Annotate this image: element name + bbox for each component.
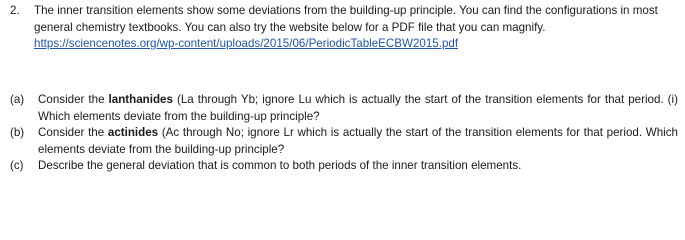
part-text (38, 92, 678, 125)
question-row (10, 3, 678, 53)
part-text-before: Consider the (38, 93, 109, 106)
part-text (38, 125, 678, 158)
part-text-after: (Ac through No; ignore Lr which is actually the start of the transition elements for that period. Which elements deviate from the building-up principle? (38, 126, 678, 156)
part-a (10, 92, 678, 125)
question-body (34, 3, 678, 53)
part-text-before: Describe the general deviation that is common to both periods of the inner transition elements. (38, 159, 522, 173)
part-c (10, 158, 678, 175)
part-term-actinides: actinides (107, 126, 159, 140)
part-text (38, 158, 678, 175)
pdf-link[interactable]: https://sciencenotes.org/wp-content/uploads/2015/06/PeriodicTableECBW2015.pdf (34, 37, 459, 51)
part-text-before: Consider the (38, 126, 108, 140)
part-term-lanthanides: lanthanides (108, 93, 173, 106)
part-label: (b) (10, 126, 25, 140)
question-number: 2. (10, 4, 20, 17)
part-text-after: (La through Yb; ignore Lu which is actually the start of the transition elements for that period. (i) Which elements deviate from the building-up principle? (38, 93, 678, 123)
question-2 (10, 3, 678, 53)
part-b (10, 125, 678, 158)
part-label: (a) (10, 93, 25, 106)
part-label: (c) (10, 159, 24, 173)
question-parts (10, 92, 678, 175)
question-text: The inner transition elements show some deviations from the building-up principle. You can find the configurations in most general chemistry textbooks. You can also try the website below for a PDF file that you can magnify. (34, 4, 658, 34)
